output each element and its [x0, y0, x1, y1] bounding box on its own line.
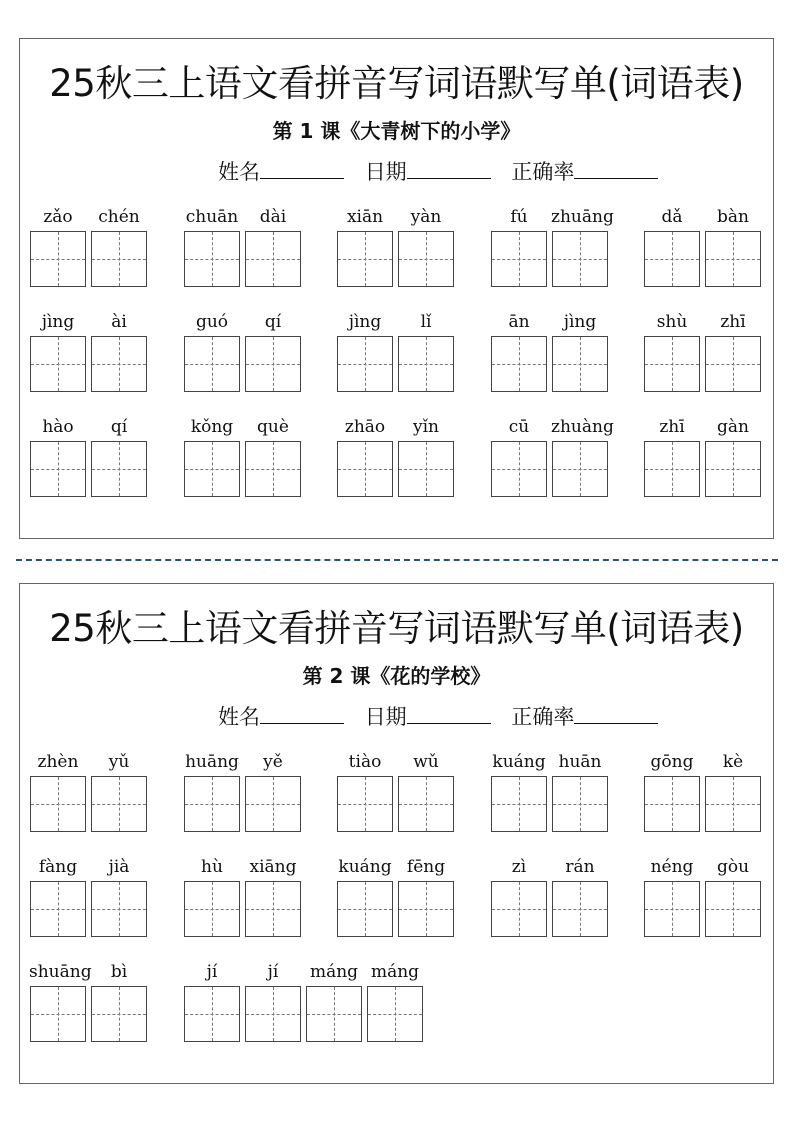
tianzige-writing-box[interactable]: [398, 231, 454, 287]
tianzige-writing-box[interactable]: [552, 441, 608, 497]
pinyin-label: kuáng: [338, 857, 392, 877]
date-label: 日期: [364, 160, 407, 184]
tianzige-writing-box[interactable]: [30, 336, 86, 392]
pinyin-label: yě: [263, 752, 283, 772]
pinyin-label: máng: [370, 962, 420, 982]
pinyin-label: xiāng: [249, 857, 297, 877]
pinyin-label: guó: [195, 312, 229, 332]
tianzige-writing-box[interactable]: [705, 776, 761, 832]
name-blank[interactable]: [260, 160, 344, 179]
pinyin-label: kè: [722, 752, 744, 772]
pinyin-label: jìng: [348, 312, 382, 332]
tianzige-writing-box[interactable]: [552, 776, 608, 832]
tianzige-writing-box[interactable]: [491, 441, 547, 497]
name-label: 姓名: [218, 160, 260, 184]
pinyin-label: yǐn: [413, 417, 439, 437]
tianzige-writing-box[interactable]: [30, 441, 86, 497]
pinyin-label: zhāo: [344, 417, 386, 437]
accuracy-blank[interactable]: [574, 705, 658, 724]
pinyin-label: cū: [508, 417, 530, 437]
pinyin-label: ān: [508, 312, 530, 332]
pinyin-label: fàng: [38, 857, 78, 877]
tianzige-writing-box[interactable]: [705, 881, 761, 937]
student-info-line: [218, 701, 672, 731]
tianzige-writing-box[interactable]: [644, 231, 700, 287]
pinyin-label: jìng: [41, 312, 75, 332]
tianzige-writing-box[interactable]: [245, 986, 301, 1042]
tianzige-writing-box[interactable]: [91, 776, 147, 832]
tianzige-writing-box[interactable]: [30, 881, 86, 937]
pinyin-label: lǐ: [420, 312, 432, 332]
pinyin-label: ài: [111, 312, 127, 332]
tianzige-writing-box[interactable]: [644, 441, 700, 497]
pinyin-label: rán: [565, 857, 595, 877]
pinyin-label: dài: [259, 207, 287, 227]
tianzige-writing-box[interactable]: [91, 336, 147, 392]
tianzige-writing-box[interactable]: [337, 881, 393, 937]
pinyin-label: què: [257, 417, 289, 437]
pinyin-label: gòu: [716, 857, 750, 877]
pinyin-label: jìng: [563, 312, 597, 332]
pinyin-label: shuāng: [29, 962, 92, 982]
tianzige-writing-box[interactable]: [245, 441, 301, 497]
pinyin-label: zǎo: [43, 207, 73, 227]
tianzige-writing-box[interactable]: [552, 336, 608, 392]
pinyin-label: zhī: [720, 312, 746, 332]
tianzige-writing-box[interactable]: [491, 776, 547, 832]
date-blank[interactable]: [407, 160, 491, 179]
tianzige-writing-box[interactable]: [552, 231, 608, 287]
accuracy-label: 正确率: [511, 160, 575, 184]
tianzige-writing-box[interactable]: [705, 231, 761, 287]
worksheet-lesson-2: [19, 583, 774, 1084]
tianzige-writing-box[interactable]: [245, 231, 301, 287]
tianzige-writing-box[interactable]: [491, 336, 547, 392]
pinyin-label: tiào: [348, 752, 382, 772]
pinyin-label: wǔ: [413, 752, 439, 772]
pinyin-label: gōng: [650, 752, 694, 772]
tianzige-writing-box[interactable]: [184, 231, 240, 287]
pinyin-label: huān: [558, 752, 602, 772]
tianzige-writing-box[interactable]: [644, 776, 700, 832]
lesson-heading: 第 2 课《花的学校》: [302, 664, 491, 688]
tianzige-writing-box[interactable]: [552, 881, 608, 937]
tianzige-writing-box[interactable]: [398, 336, 454, 392]
tianzige-writing-box[interactable]: [30, 231, 86, 287]
tianzige-writing-box[interactable]: [337, 336, 393, 392]
tianzige-writing-box[interactable]: [245, 776, 301, 832]
pinyin-label: fú: [510, 207, 528, 227]
pinyin-label: máng: [309, 962, 359, 982]
tianzige-writing-box[interactable]: [245, 881, 301, 937]
pinyin-label: zhuāng: [551, 207, 614, 227]
pinyin-label: zhuàng: [551, 417, 614, 437]
tianzige-writing-box[interactable]: [398, 881, 454, 937]
tianzige-writing-box[interactable]: [91, 231, 147, 287]
pinyin-label: zhī: [659, 417, 685, 437]
pinyin-label: qí: [264, 312, 282, 332]
tianzige-writing-box[interactable]: [184, 986, 240, 1042]
pinyin-label: huāng: [185, 752, 239, 772]
pinyin-label: jí: [206, 962, 218, 982]
tianzige-writing-box[interactable]: [245, 336, 301, 392]
pinyin-label: yǔ: [108, 752, 130, 772]
worksheet-title: 25秋三上语文看拼音写词语默写单(词语表): [49, 62, 744, 105]
tianzige-writing-box[interactable]: [91, 986, 147, 1042]
pinyin-label: dǎ: [661, 207, 683, 227]
pinyin-label: yàn: [410, 207, 442, 227]
pinyin-label: néng: [650, 857, 694, 877]
tianzige-writing-box[interactable]: [184, 441, 240, 497]
tianzige-writing-box[interactable]: [491, 231, 547, 287]
word-row: [20, 312, 773, 407]
worksheet-title: 25秋三上语文看拼音写词语默写单(词语表): [49, 607, 744, 650]
tianzige-writing-box[interactable]: [91, 441, 147, 497]
tianzige-writing-box[interactable]: [184, 776, 240, 832]
tianzige-writing-box[interactable]: [306, 986, 362, 1042]
pinyin-label: qí: [110, 417, 128, 437]
accuracy-label: 正确率: [511, 705, 575, 729]
date-label: 日期: [364, 705, 407, 729]
tianzige-writing-box[interactable]: [367, 986, 423, 1042]
name-blank[interactable]: [260, 705, 344, 724]
word-row: [20, 752, 773, 847]
date-blank[interactable]: [407, 705, 491, 724]
tianzige-writing-box[interactable]: [398, 441, 454, 497]
tianzige-writing-box[interactable]: [398, 776, 454, 832]
tianzige-writing-box[interactable]: [30, 776, 86, 832]
pinyin-label: bì: [110, 962, 128, 982]
accuracy-blank[interactable]: [574, 160, 658, 179]
tianzige-writing-box[interactable]: [491, 881, 547, 937]
tianzige-writing-box[interactable]: [644, 881, 700, 937]
pinyin-label: kǒng: [190, 417, 234, 437]
lesson-heading: 第 1 课《大青树下的小学》: [272, 119, 521, 143]
pinyin-label: shù: [656, 312, 688, 332]
tianzige-writing-box[interactable]: [337, 776, 393, 832]
pinyin-label: gàn: [717, 417, 749, 437]
name-label: 姓名: [218, 705, 260, 729]
student-info-line: [218, 156, 672, 186]
word-row: [20, 962, 773, 1057]
tianzige-writing-box[interactable]: [337, 441, 393, 497]
tianzige-writing-box[interactable]: [644, 336, 700, 392]
cut-line-divider: [16, 559, 778, 561]
worksheet-lesson-1: [19, 38, 774, 539]
tianzige-writing-box[interactable]: [30, 986, 86, 1042]
pinyin-label: zhèn: [37, 752, 79, 772]
pinyin-label: fēng: [406, 857, 446, 877]
word-row: [20, 417, 773, 512]
pinyin-label: hù: [201, 857, 223, 877]
pinyin-label: xiān: [346, 207, 384, 227]
tianzige-writing-box[interactable]: [91, 881, 147, 937]
pinyin-label: jí: [267, 962, 279, 982]
pinyin-label: kuáng: [492, 752, 546, 772]
tianzige-writing-box[interactable]: [184, 881, 240, 937]
tianzige-writing-box[interactable]: [705, 441, 761, 497]
pinyin-label: jià: [108, 857, 130, 877]
pinyin-label: zì: [511, 857, 527, 877]
pinyin-label: chén: [98, 207, 140, 227]
tianzige-writing-box[interactable]: [337, 231, 393, 287]
word-row: [20, 857, 773, 952]
pinyin-label: chuān: [185, 207, 239, 227]
tianzige-writing-box[interactable]: [705, 336, 761, 392]
word-row: [20, 207, 773, 302]
pinyin-label: bàn: [717, 207, 749, 227]
pinyin-label: hào: [42, 417, 74, 437]
tianzige-writing-box[interactable]: [184, 336, 240, 392]
